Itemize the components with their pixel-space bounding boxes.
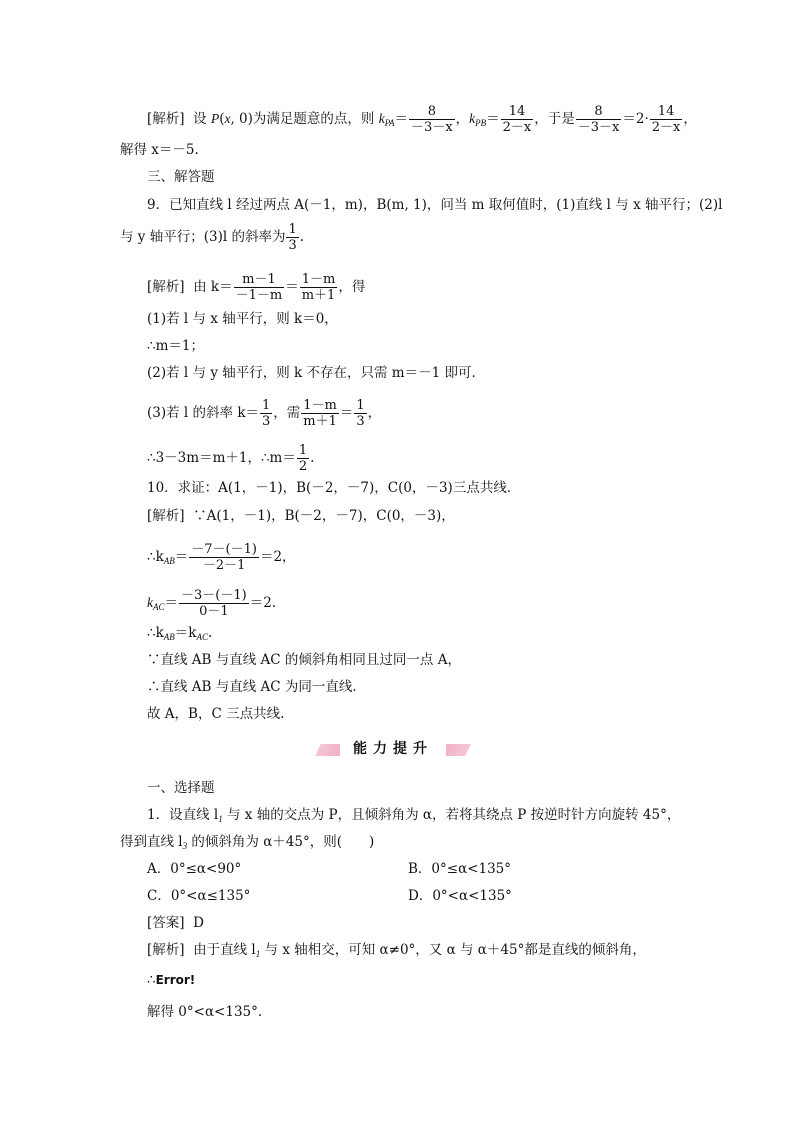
option-c: C．0°<α≤135° (147, 888, 251, 904)
text: ，需 (273, 405, 301, 421)
subscript: AC (153, 602, 165, 612)
fraction (409, 104, 455, 135)
text: ＝2. (249, 595, 277, 611)
text: P (210, 111, 220, 126)
denominator: 2－x (502, 120, 532, 135)
solution-9-case2: (2)若 l 与 y 轴平行，则 k 不存在，只需 m＝－1 即可． (147, 365, 485, 381)
text: x (224, 111, 231, 126)
text: ∴k (147, 625, 164, 641)
solution-9-case3 (147, 398, 381, 429)
question-10: 10．求证：A(1，－1)，B(－2，－7)，C(0，－3)三点共线． (147, 480, 521, 496)
denominator: －1－m (235, 288, 283, 303)
solution-10-kab (147, 542, 296, 573)
numerator: 8 (409, 104, 455, 120)
solution-10-kac (147, 588, 276, 619)
analysis-tag: [解析] (147, 111, 185, 127)
denominator: 3 (356, 414, 365, 429)
numerator: －3－(－1) (181, 588, 247, 603)
text: ＝ (285, 279, 299, 295)
subscript: AB (163, 632, 175, 642)
subscript: AC (196, 632, 208, 642)
numerator: 8 (576, 104, 622, 120)
text: 由于直线 l (193, 942, 256, 958)
answer-line (147, 913, 204, 933)
text: 设 (193, 111, 211, 127)
text: ＝ (394, 111, 409, 127)
numerator: －7－(－1) (191, 542, 257, 557)
numerator: 1－m (301, 272, 336, 287)
solution-9-case1: (1)若 l 与 x 轴平行，则 k＝0， (147, 311, 338, 327)
section-heading: 一、选择题 (147, 780, 215, 796)
solution-10-same-line: ∴直线 AB 与直线 AC 为同一直线． (147, 679, 366, 695)
analysis-tag: [解析] (147, 942, 185, 958)
text: ＝ (339, 405, 354, 421)
text: ∴3－3m＝m＋1，∴m＝ (147, 450, 296, 466)
text: ， (683, 111, 697, 127)
text: . (310, 450, 315, 466)
section-banner (318, 738, 468, 760)
solution-10-line1 (147, 506, 455, 526)
text: ＝ (164, 595, 179, 611)
answer-tag: [答案] (147, 915, 185, 931)
fraction (354, 398, 366, 429)
solution-10-reason: ∵直线 AB 与直线 AC 的倾斜角相同且过同一点 A， (147, 652, 461, 668)
text: k (469, 111, 476, 126)
text: k (147, 595, 153, 610)
text: 的倾斜角为 α＋45°，则( ) (187, 834, 375, 850)
fraction (650, 104, 683, 135)
subscript: 1 (218, 814, 223, 824)
fraction (260, 398, 272, 429)
subscript: PA (384, 118, 395, 128)
fraction (501, 104, 534, 135)
text: 由 k＝ (193, 279, 233, 295)
question-1-line1 (147, 805, 680, 829)
question-9-line1: 9．已知直线 l 经过两点 A(－1，m)，B(m, 1)，问当 m 取何值时，(1)直线 l 与 x 轴平行；(2)l (147, 197, 723, 213)
text: 与 x 轴的交点为 P，且倾斜角为 α，若将其绕点 P 按逆时针方向旋转 45°， (222, 807, 681, 823)
text: ，得 (338, 279, 366, 295)
numerator: 1 (356, 398, 365, 413)
text: ∵A(1，－1)，B(－2，－7)，C(0，－3)， (193, 508, 455, 524)
fraction (301, 398, 339, 429)
text: ( (219, 111, 225, 127)
solution-1-result: 解得 0°<α<135°. (147, 1004, 263, 1020)
denominator: 2 (298, 459, 308, 474)
solution-prev-line2: 解得 x＝－5. (120, 142, 199, 158)
text: ∴k (147, 549, 164, 565)
subscript: 1 (255, 949, 261, 959)
error-text: Error! (155, 973, 196, 987)
fraction (179, 588, 249, 619)
text: . (299, 229, 305, 245)
option-d: D．0°<α<135° (408, 888, 512, 904)
text: ＝2， (259, 549, 296, 565)
solution-prev-line1 (147, 104, 697, 135)
denominator: 3 (288, 238, 297, 253)
denominator: 0－1 (199, 604, 229, 619)
banner-label: 能力提升 (340, 738, 446, 760)
text: , 0)为满足题意的点，则 (230, 111, 379, 127)
text: ∴ (147, 972, 156, 988)
numerator: m－1 (234, 272, 285, 288)
text: ，于是 (534, 111, 575, 127)
fraction (297, 443, 309, 474)
fraction (300, 272, 338, 303)
question-1-line2 (120, 832, 374, 856)
text: 1．设直线 l (147, 807, 219, 823)
text: 与 x 轴相交，可知 α≠0°，又 α 与 α＋45°都是直线的倾斜角， (260, 942, 646, 958)
fraction (576, 104, 622, 135)
solution-1-error-line (147, 970, 195, 990)
numerator: 14 (650, 104, 683, 120)
numerator: 1 (262, 398, 271, 413)
denominator: m＋1 (301, 288, 336, 303)
denominator: －3－x (411, 120, 453, 135)
text: ＝k (174, 625, 197, 641)
fraction (286, 222, 298, 253)
denominator: m＋1 (303, 414, 337, 429)
solution-9-case3-result (147, 443, 314, 474)
option-a: A．0°≤α<90° (147, 861, 242, 877)
text: ＝ (174, 549, 189, 565)
analysis-tag: [解析] (147, 508, 185, 524)
denominator: －2－1 (202, 558, 246, 573)
section-heading: 三、解答题 (147, 169, 215, 185)
numerator: 1 (288, 222, 297, 237)
solution-10-equal (147, 623, 212, 647)
text: (3)若 l 的斜率 k＝ (147, 405, 259, 421)
denominator: －3－x (577, 120, 620, 135)
solution-9-line1 (147, 272, 365, 303)
text: . (207, 625, 213, 641)
text: ， (455, 111, 470, 127)
fraction (189, 542, 259, 573)
subscript: AB (163, 556, 175, 566)
solution-9-case1-result: ∴m＝1； (147, 338, 204, 354)
analysis-tag: [解析] (147, 279, 185, 295)
denominator: 3 (262, 414, 271, 429)
option-b: B．0°≤α<135° (408, 861, 512, 877)
fraction (234, 272, 285, 303)
solution-1-line1 (147, 940, 646, 964)
question-9-line2 (120, 222, 304, 253)
numerator: 1－m (303, 398, 337, 413)
text: ， (367, 405, 382, 421)
subscript: 3 (182, 841, 188, 851)
numerator: 14 (501, 104, 534, 120)
answer-value: D (193, 915, 204, 931)
denominator: 2－x (651, 120, 681, 135)
solution-10-conclusion: 故 A，B，C 三点共线. (147, 706, 285, 722)
subscript: PB (475, 118, 487, 128)
text: ＝ (486, 111, 500, 127)
text: ＝2· (622, 111, 649, 127)
text: 与 y 轴平行；(3)l 的斜率为 (120, 229, 286, 245)
numerator: 1 (298, 443, 308, 458)
text: k (378, 111, 385, 126)
text: 得到直线 l (120, 834, 183, 850)
